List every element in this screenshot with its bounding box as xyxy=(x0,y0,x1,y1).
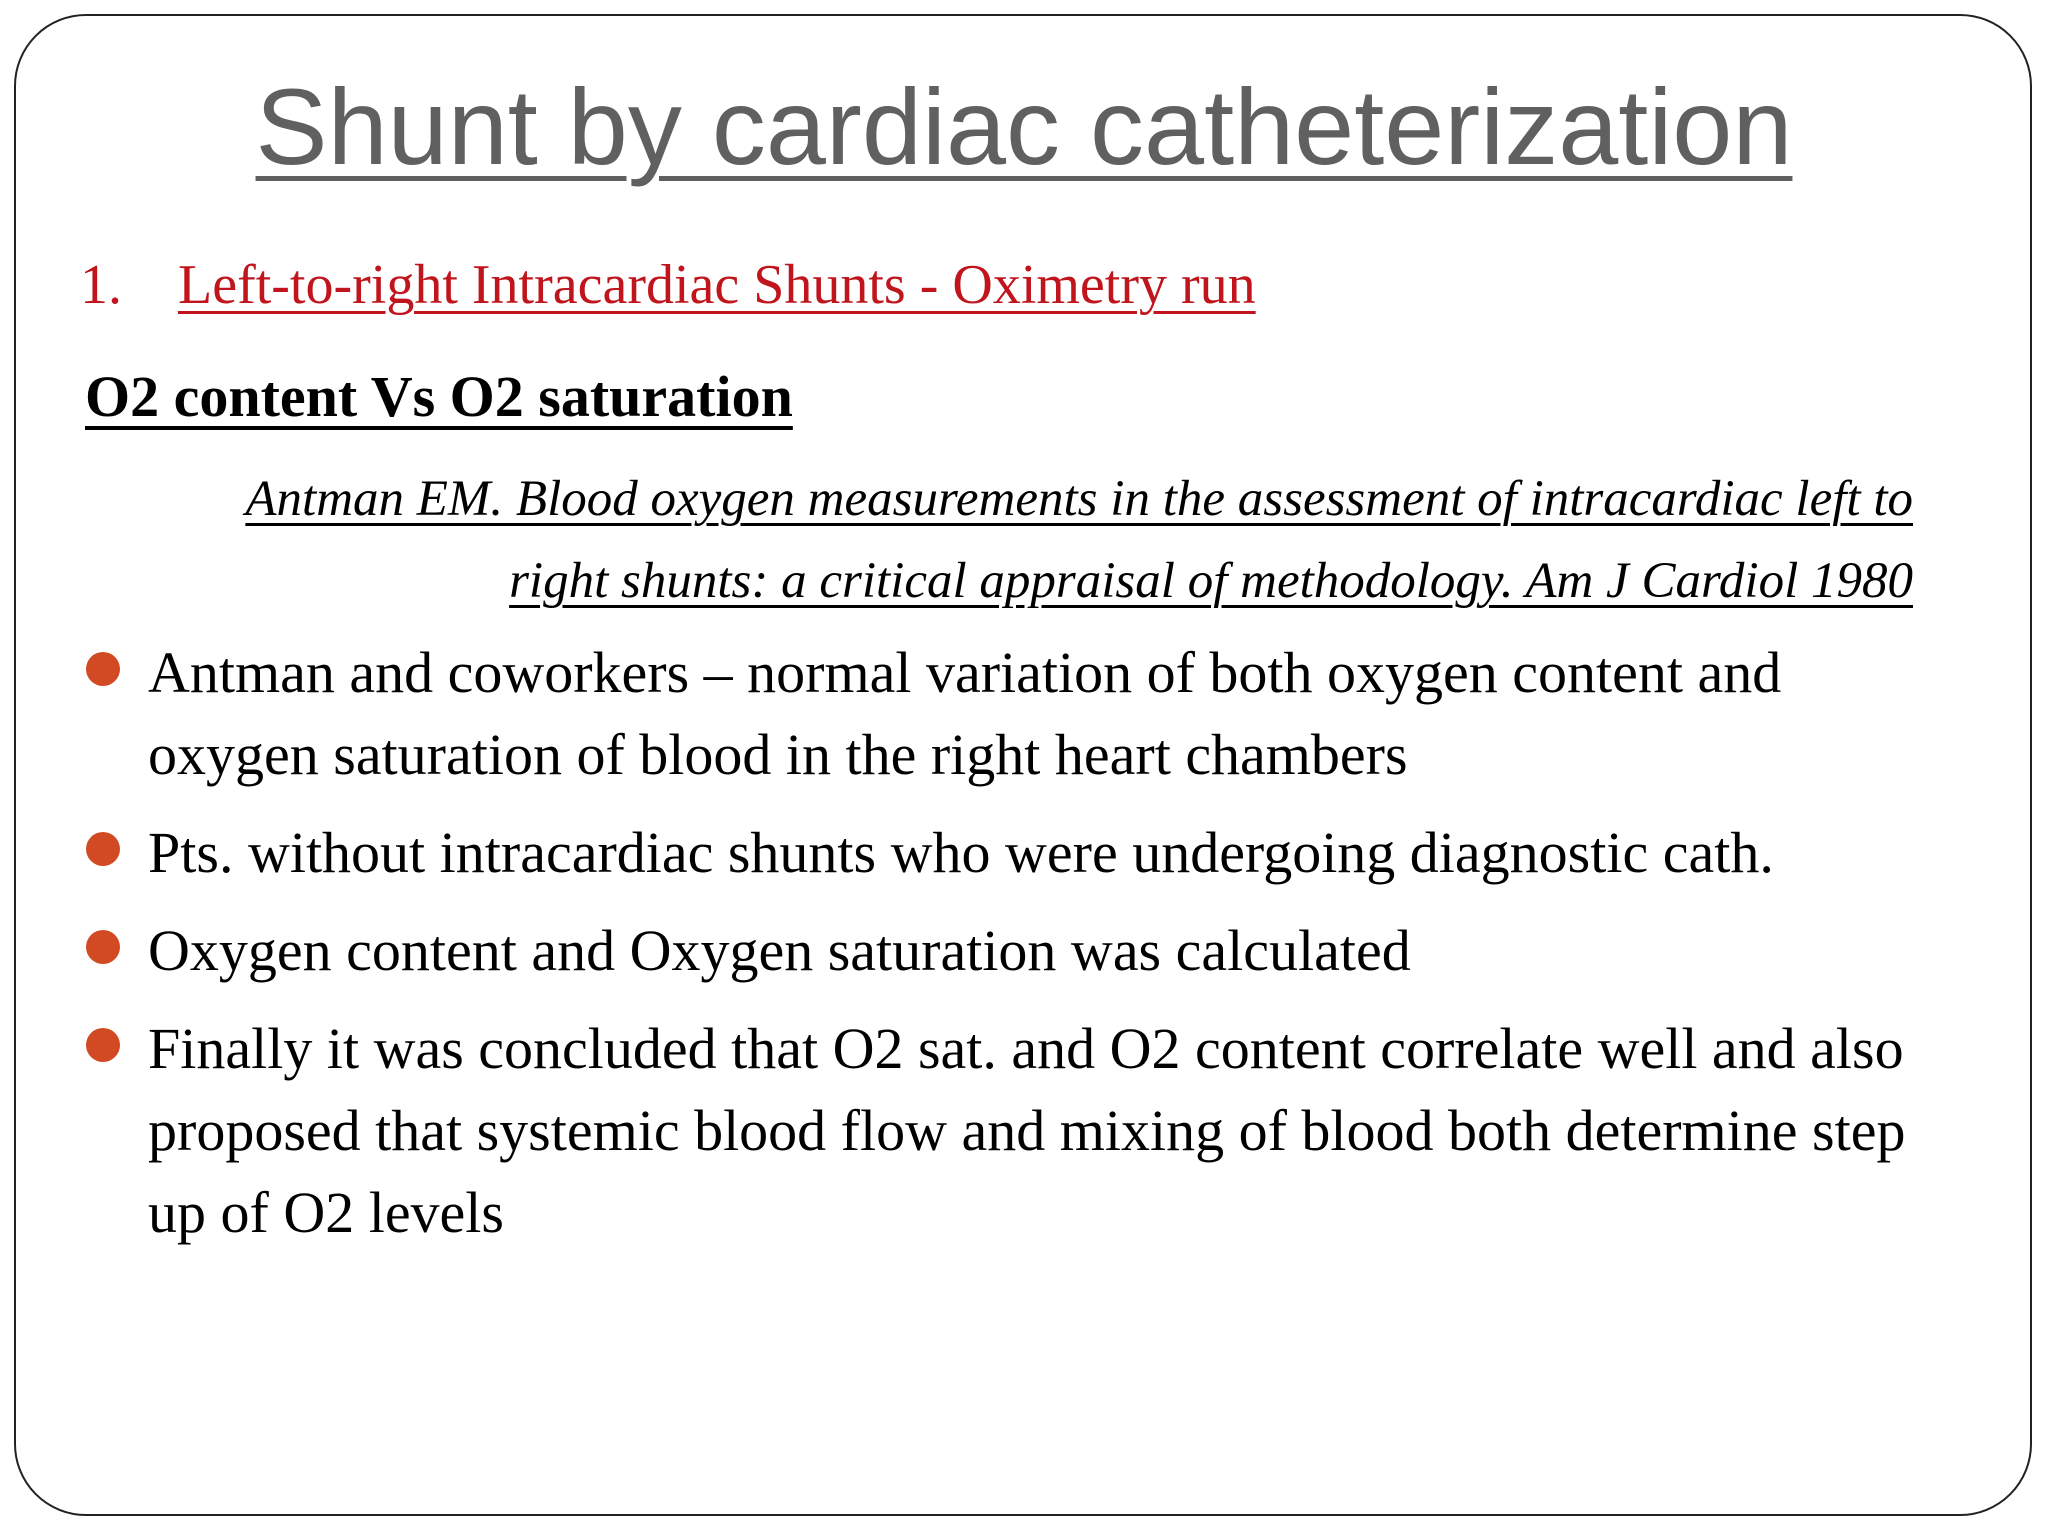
bullet-dot-icon xyxy=(86,1028,120,1062)
subheading xyxy=(85,360,793,434)
bullet-dot-icon xyxy=(86,652,120,686)
bullet-item xyxy=(86,1008,1966,1254)
slide-title-text: Shunt by cardiac catheterization xyxy=(255,66,1793,187)
bullet-text: Pts. without intracardiac shunts who were undergoing diagnostic cath. xyxy=(148,820,1774,885)
bullet-list xyxy=(86,632,1966,1270)
numbered-item-number: 1. xyxy=(80,254,122,316)
bullet-text: Finally it was concluded that O2 sat. and O2 content correlate well and also proposed that systemic blood flow and mixing of blood both determine step up of O2 levels xyxy=(148,1016,1906,1245)
bullet-item xyxy=(86,910,1966,992)
citation-line-1: Antman EM. Blood oxygen measurements in the assessment of intracardiac left to xyxy=(245,471,1913,527)
bullet-text: Antman and coworkers – normal variation of both oxygen content and oxygen saturation of blood in the right heart chambers xyxy=(148,640,1782,787)
citation xyxy=(143,458,1913,622)
numbered-item xyxy=(80,250,1256,320)
numbered-item-text: Left-to-right Intracardiac Shunts - Oximetry run xyxy=(178,254,1256,316)
bullet-item xyxy=(86,812,1966,894)
bullet-dot-icon xyxy=(86,832,120,866)
bullet-text: Oxygen content and Oxygen saturation was calculated xyxy=(148,918,1411,983)
subheading-text: O2 content Vs O2 saturation xyxy=(85,364,793,429)
slide-title xyxy=(0,62,2048,192)
citation-line-2: right shunts: a critical appraisal of methodology. Am J Cardiol 1980 xyxy=(509,553,1913,609)
bullet-dot-icon xyxy=(86,930,120,964)
bullet-item xyxy=(86,632,1966,796)
